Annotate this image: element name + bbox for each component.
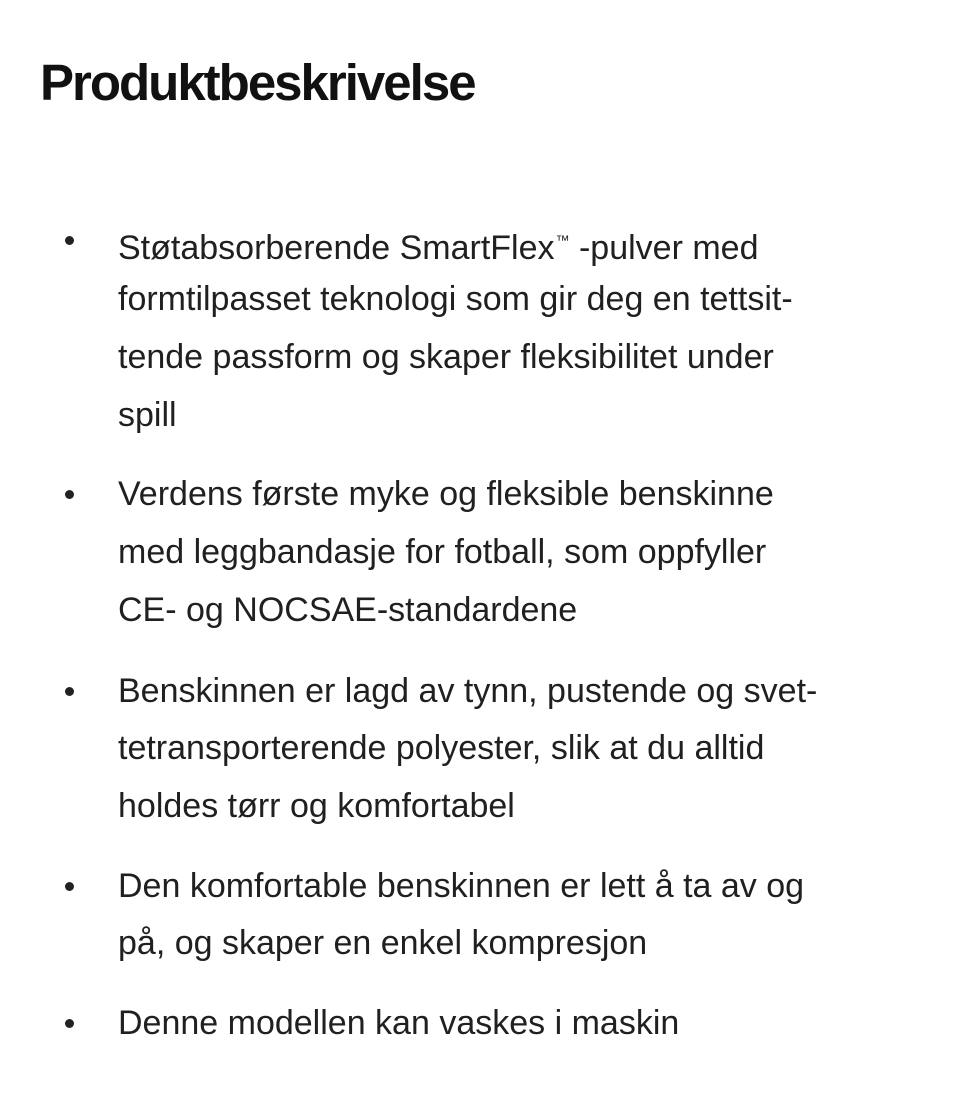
bullet-icon bbox=[65, 490, 74, 499]
bullet-icon bbox=[65, 882, 74, 891]
list-item-line: formtilpasset teknologi som gir deg en tettsit- bbox=[118, 280, 793, 318]
list-item-line: på, og skaper en enkel kompresjon bbox=[118, 924, 648, 962]
bullet-icon bbox=[65, 1019, 74, 1028]
bullet-icon bbox=[65, 687, 74, 696]
list-item-line: tetransporterende polyester, slik at du alltid bbox=[118, 729, 765, 767]
list-item-line bbox=[118, 211, 759, 277]
trademark-symbol: ™ bbox=[555, 232, 570, 248]
list-item-line: CE- og NOCSAE-standardene bbox=[118, 591, 578, 629]
list-item-line: Verdens første myke og fleksible benskinne bbox=[118, 475, 774, 513]
list-item-text: Støtabsorberende SmartFlex bbox=[118, 229, 555, 267]
list-item-line: med leggbandasje for fotball, som oppfyller bbox=[118, 533, 767, 571]
bullet-icon bbox=[65, 236, 74, 245]
list-item-text: -pulver med bbox=[569, 229, 759, 267]
list-item-line: holdes tørr og komfortabel bbox=[118, 787, 515, 825]
list-item-line: Benskinnen er lagd av tynn, pustende og svet- bbox=[118, 672, 818, 710]
list-item-line: Den komfortable benskinnen er lett å ta av og bbox=[118, 867, 805, 905]
list-item-line: tende passform og skaper fleksibilitet under bbox=[118, 338, 774, 376]
list-item-line: Denne modellen kan vaskes i maskin bbox=[118, 1004, 680, 1042]
list-item-line: spill bbox=[118, 396, 177, 434]
page-title: Produktbeskrivelse bbox=[40, 54, 475, 111]
